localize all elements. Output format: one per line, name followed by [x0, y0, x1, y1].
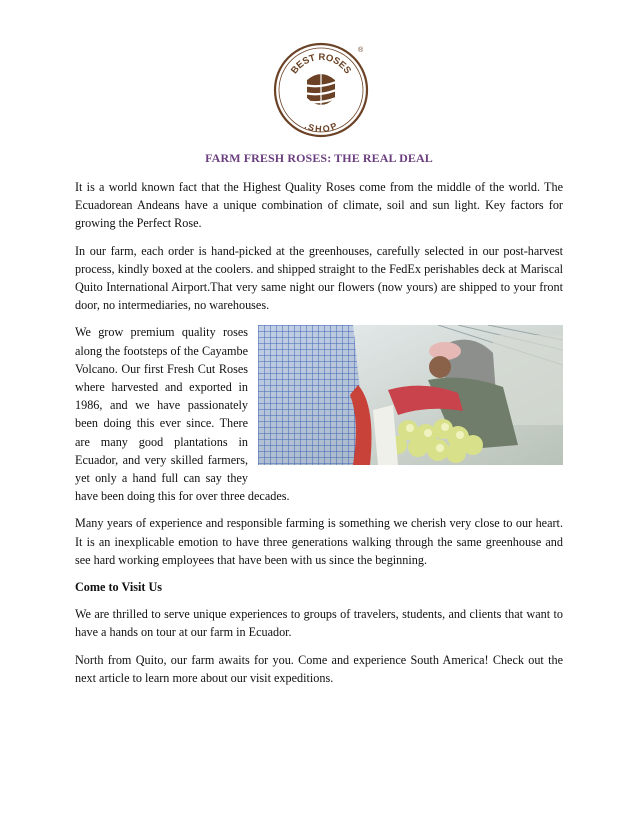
- paragraph-history: We grow premium quality roses along the footsteps of the Cayambe Volcano. Our first Fresh Cut Roses where harvested and exported in 1986, and we have passionately been doing this ever since. There are many good plantations in Ecuador, and very skilled farmers, yet only a hand full can say they have been doing this for over three decades.: [75, 325, 290, 504]
- rose-leaf-icon: [301, 72, 341, 110]
- article-body: [75, 178, 563, 696]
- svg-text:.SHOP: [303, 121, 338, 135]
- logo-bottom-text: .SHOP: [303, 120, 339, 135]
- paragraph-intro: It is a world known fact that the Highest Quality Roses come from the middle of the world. The Ecuadorean Andeans have a unique combination of climate, soil and sun light. Key factors for growing the Perfect Rose.: [75, 180, 563, 231]
- paragraph-visit-cta: North from Quito, our farm awaits for you. Come and experience South America! Check out the next article to learn more about our visit expeditions.: [75, 652, 563, 685]
- best-roses-logo: [271, 40, 371, 140]
- paragraph-visit-intro: We are thrilled to serve unique experiences to groups of travelers, students, and clients that want to have a hands on tour at our farm in Ecuador.: [75, 607, 563, 640]
- paragraph-experience: Many years of experience and responsible farming is something we cherish very close to our heart. It is an inexplicable emotion to have three generations walking through the same greenhouse and see hard working employees that have been with us since the beginning.: [75, 516, 563, 567]
- paragraph-process: In our farm, each order is hand-picked at the greenhouses, carefully selected in our post-harvest process, kindly boxed at the coolers. and shipped straight to the FedEx perishables deck at Mariscal Quito International Airport.That very same night our flowers (now yours) are shipped to your front door, no intermediaries, no warehouses.: [75, 243, 563, 313]
- article-title: FARM FRESH ROSES: THE REAL DEAL: [205, 151, 433, 165]
- farm-worker-photo: [258, 325, 563, 465]
- logo-top-text: BEST ROSES: [288, 51, 354, 77]
- section-heading-visit: Come to Visit Us: [75, 580, 162, 595]
- svg-text:BEST ROSES: [289, 52, 353, 76]
- registered-mark: ®: [358, 47, 364, 54]
